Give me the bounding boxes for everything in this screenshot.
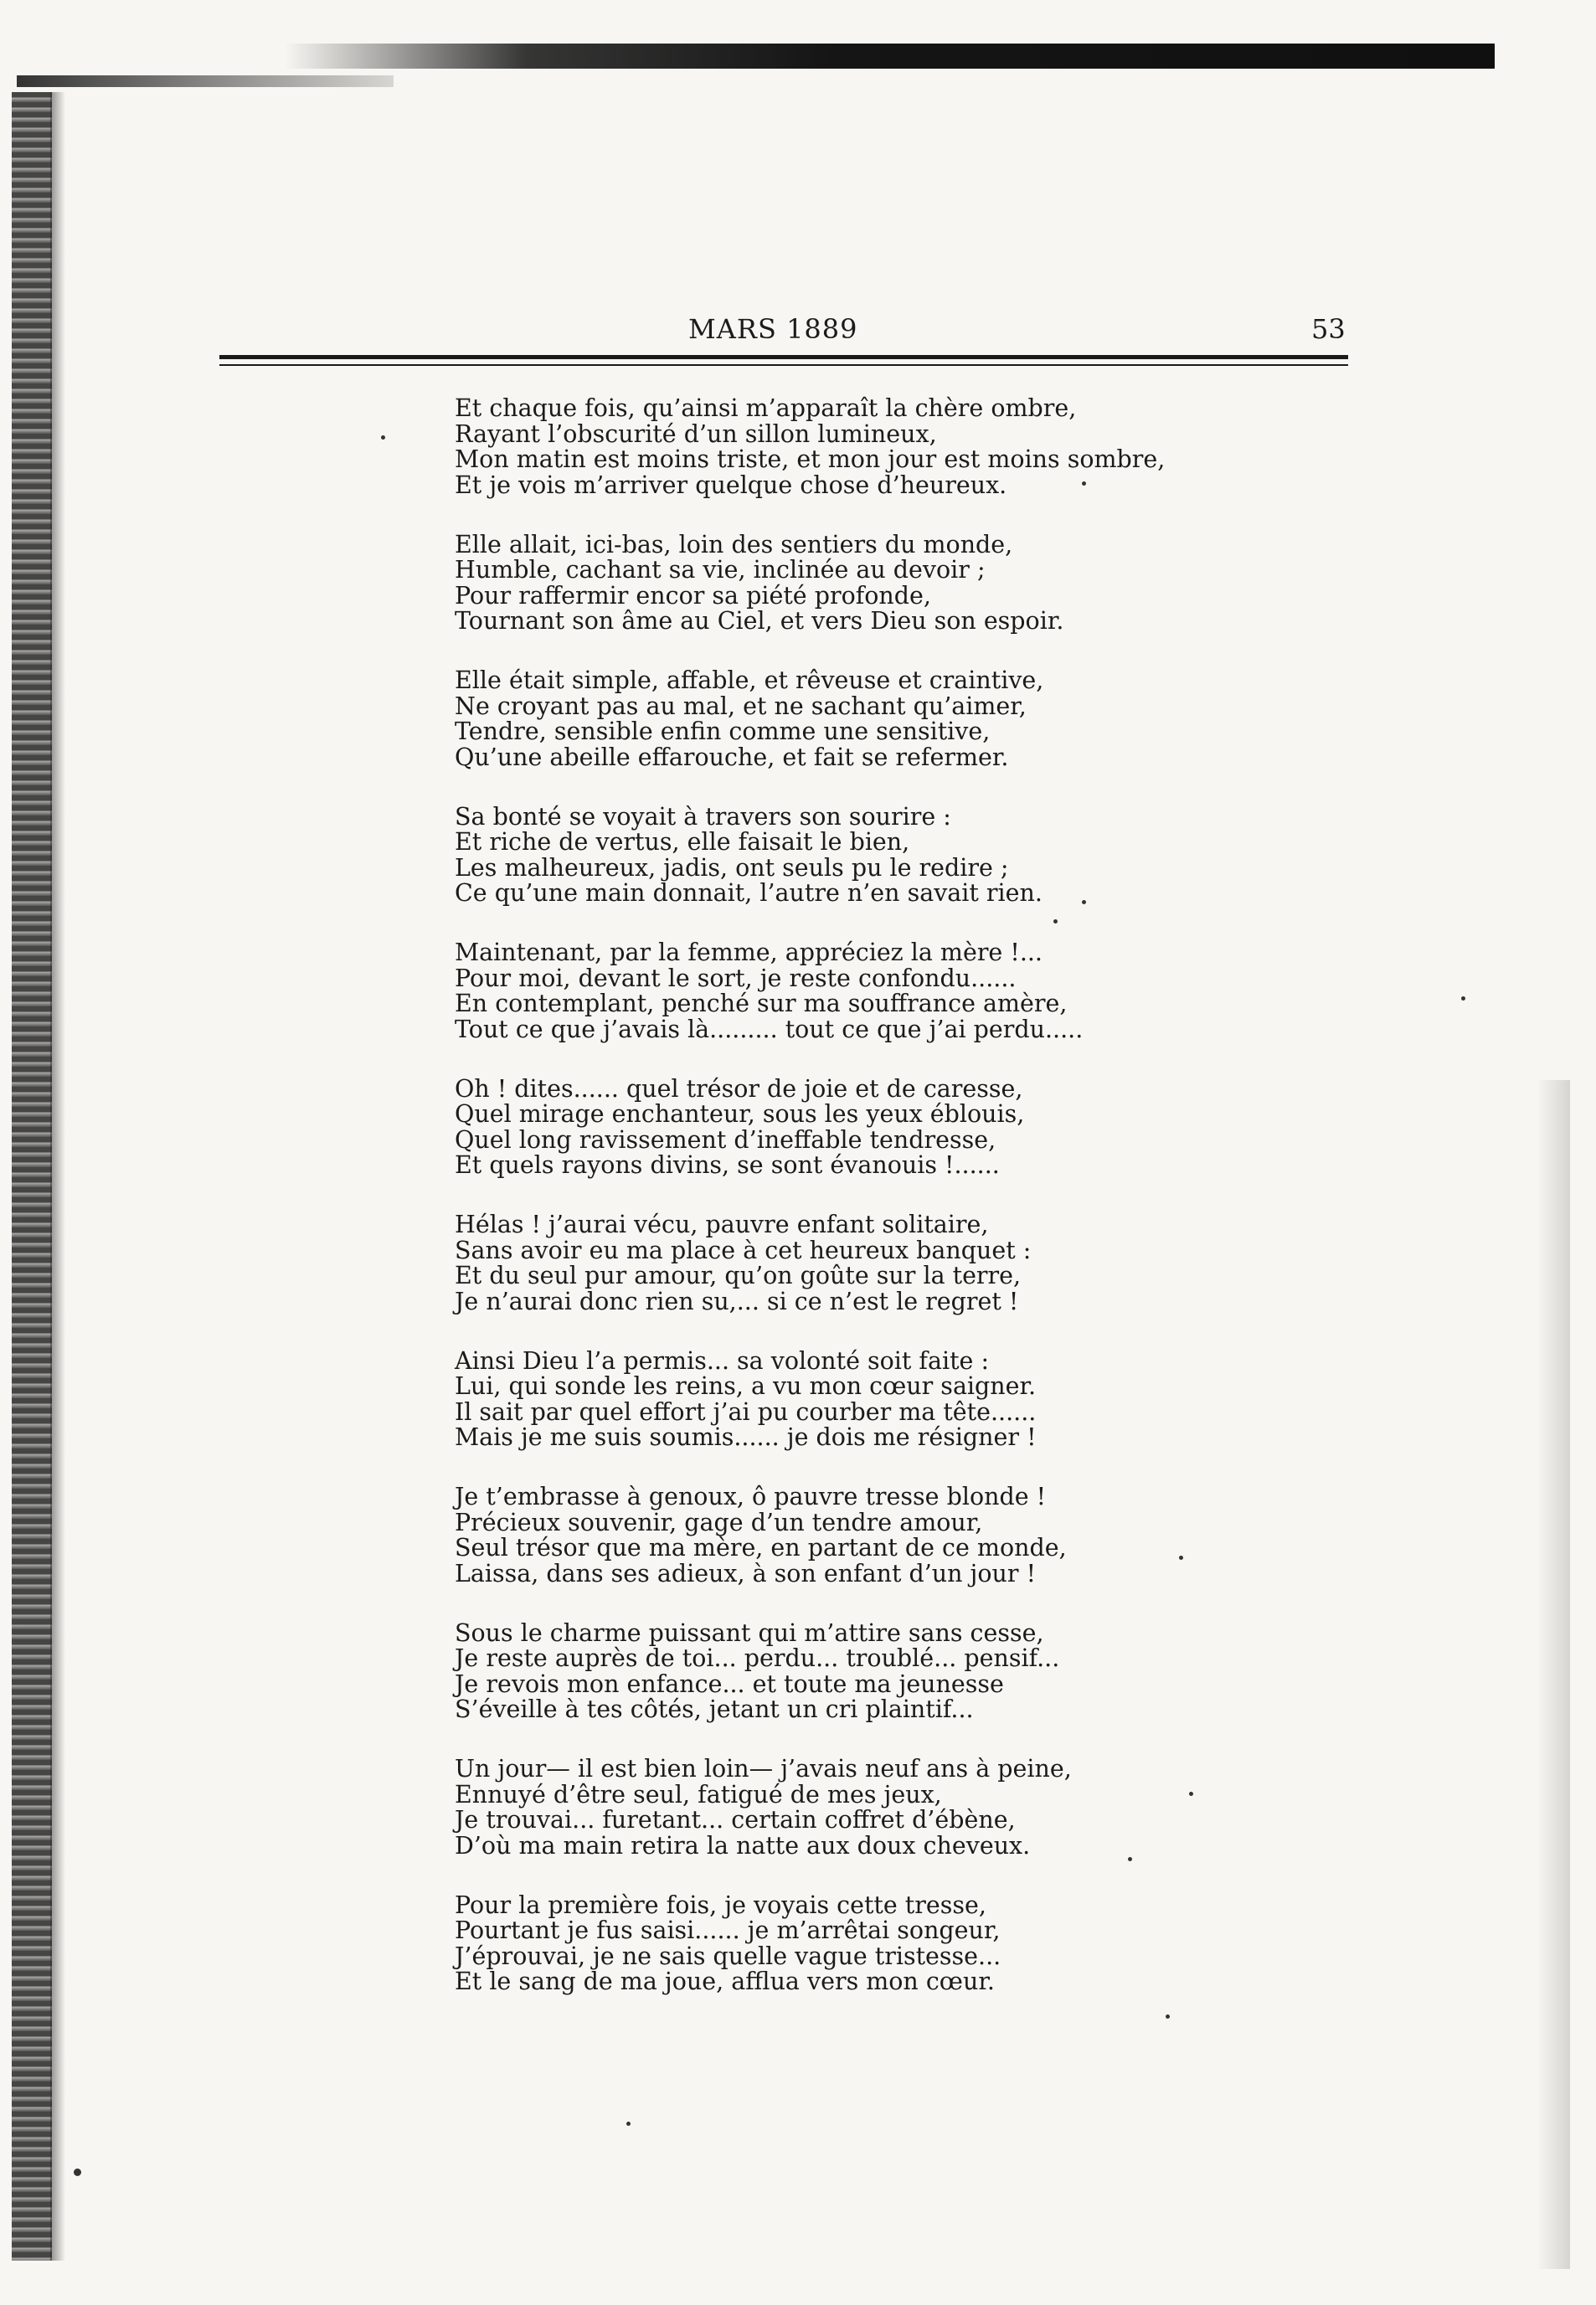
scan-binding-edge	[12, 92, 52, 2261]
stanza	[455, 802, 1460, 907]
verse-line: Je revois mon enfance... et toute ma jeunesse	[455, 1670, 1004, 1698]
running-title: MARS 1889	[688, 313, 858, 345]
scan-binding-fade	[50, 92, 65, 2261]
verse-line: J’éprouvai, je ne sais quelle vague tristesse...	[455, 1942, 1001, 1970]
verse-line: Et du seul pur amour, qu’on goûte sur la terre,	[455, 1262, 1022, 1289]
verse-line: Et le sang de ma joue, afflua vers mon cœur.	[455, 1968, 995, 1995]
verse-line: Ce qu’une main donnait, l’autre n’en savait rien.	[455, 879, 1043, 907]
header-rule-thin	[219, 364, 1348, 366]
stanza	[455, 1346, 1460, 1451]
scan-shadow-top	[285, 44, 1495, 69]
verse-line: Ainsi Dieu l’a permis... sa volonté soit faite :	[455, 1346, 990, 1375]
stanza	[455, 1212, 1460, 1315]
verse-line: Et je vois m’arriver quelque chose d’heureux.	[455, 471, 1007, 499]
verse-line: D’où ma main retira la natte aux doux cheveux.	[455, 1831, 1031, 1860]
verse-line: Tendre, sensible enfin comme une sensitive,	[455, 718, 991, 745]
verse-line: Sans avoir eu ma place à cet heureux banquet :	[455, 1236, 1032, 1264]
verse-line: Laissa, dans ses adieux, à son enfant d’un jour !	[455, 1559, 1037, 1587]
verse-line: Sa bonté se voyait à travers son sourire :	[455, 802, 951, 831]
verse-line: Sous le charme puissant qui m’attire sans cesse,	[455, 1618, 1044, 1647]
stanza	[455, 1757, 1460, 1859]
verse-line: Mon matin est moins triste, et mon jour est moins sombre,	[455, 445, 1166, 473]
verse-line: Hélas ! j’aurai vécu, pauvre enfant solitaire,	[455, 1211, 989, 1238]
verse-line: Elle allait, ici-bas, loin des sentiers du monde,	[455, 530, 1013, 558]
verse-line: Maintenant, par la femme, appréciez la mère !...	[455, 939, 1043, 966]
stanza	[455, 396, 1460, 498]
stanza	[455, 668, 1460, 770]
verse-line: Mais je me suis soumis...... je dois me résigner !	[455, 1423, 1037, 1451]
poem-body	[455, 396, 1460, 2029]
stanza	[455, 1618, 1460, 1723]
scan-speck	[74, 2169, 81, 2176]
verse-line: Un jour— il est bien loin— j’avais neuf ans à peine,	[455, 1755, 1072, 1783]
verse-line: S’éveille à tes côtés, jetant un cri plaintif...	[455, 1695, 974, 1723]
page-number: 53	[1311, 313, 1346, 345]
verse-line: Quel mirage enchanteur, sous les yeux éblouis,	[455, 1100, 1025, 1128]
verse-line: Ne croyant pas au mal, et ne sachant qu’aimer,	[455, 692, 1027, 720]
verse-line: Et riche de vertus, elle faisait le bien,	[455, 828, 910, 856]
stanza	[455, 1893, 1460, 1995]
verse-line: Quel long ravissement d’ineffable tendresse,	[455, 1125, 996, 1154]
verse-line: En contemplant, penché sur ma souffrance amère,	[455, 990, 1068, 1017]
verse-line: Et chaque fois, qu’ainsi m’apparaît la chère ombre,	[455, 394, 1077, 422]
scan-speck	[381, 435, 385, 440]
verse-line: Je reste auprès de toi... perdu... troublé... pensif...	[455, 1644, 1060, 1672]
verse-line: Qu’une abeille effarouche, et fait se refermer.	[455, 743, 1009, 771]
header-rule-thick	[219, 355, 1348, 359]
stanza	[455, 1484, 1460, 1587]
verse-line: Rayant l’obscurité d’un sillon lumineux,	[455, 419, 937, 448]
verse-line: Je n’aurai donc rien su,... si ce n’est le regret !	[455, 1287, 1019, 1315]
verse-line: Je t’embrasse à genoux, ô pauvre tresse blonde !	[455, 1483, 1047, 1510]
verse-line: Pour moi, devant le sort, je reste confondu......	[455, 964, 1017, 992]
verse-line: Pour la première fois, je voyais cette tresse,	[455, 1891, 986, 1919]
verse-line: Il sait par quel effort j’ai pu courber ma tête......	[455, 1397, 1037, 1426]
verse-line: Humble, cachant sa vie, inclinée au devoir ;	[455, 556, 986, 584]
scan-shadow-right	[1537, 1080, 1570, 2269]
verse-line: Tout ce que j’avais là......... tout ce que j’ai perdu.....	[455, 1015, 1084, 1043]
scan-speck	[1461, 996, 1465, 1001]
verse-line: Je trouvai... furetant... certain coffret d’ébène,	[455, 1806, 1016, 1834]
verse-line: Les malheureux, jadis, ont seuls pu le redire ;	[455, 853, 1009, 882]
verse-line: Pourtant je fus saisi...... je m’arrêtai songeur,	[455, 1917, 1001, 1944]
stanza	[455, 530, 1460, 635]
scan-shadow-top-left	[17, 75, 394, 87]
scan-speck	[626, 2122, 631, 2126]
verse-line: Oh ! dites...... quel trésor de joie et de caresse,	[455, 1074, 1023, 1103]
verse-line: Seul trésor que ma mère, en partant de ce monde,	[455, 1534, 1067, 1562]
verse-line: Et quels rayons divins, se sont évanouis !......	[455, 1151, 1000, 1179]
verse-line: Ennuyé d’être seul, fatigué de mes jeux,	[455, 1780, 942, 1808]
verse-line: Elle était simple, affable, et rêveuse et craintive,	[455, 666, 1044, 694]
stanza	[455, 940, 1460, 1042]
stanza	[455, 1074, 1460, 1179]
verse-line: Lui, qui sonde les reins, a vu mon cœur saigner.	[455, 1372, 1037, 1400]
verse-line: Précieux souvenir, gage d’un tendre amour,	[455, 1508, 983, 1536]
verse-line: Tournant son âme au Ciel, et vers Dieu son espoir.	[455, 607, 1064, 635]
verse-line: Pour raffermir encor sa piété profonde,	[455, 581, 931, 610]
